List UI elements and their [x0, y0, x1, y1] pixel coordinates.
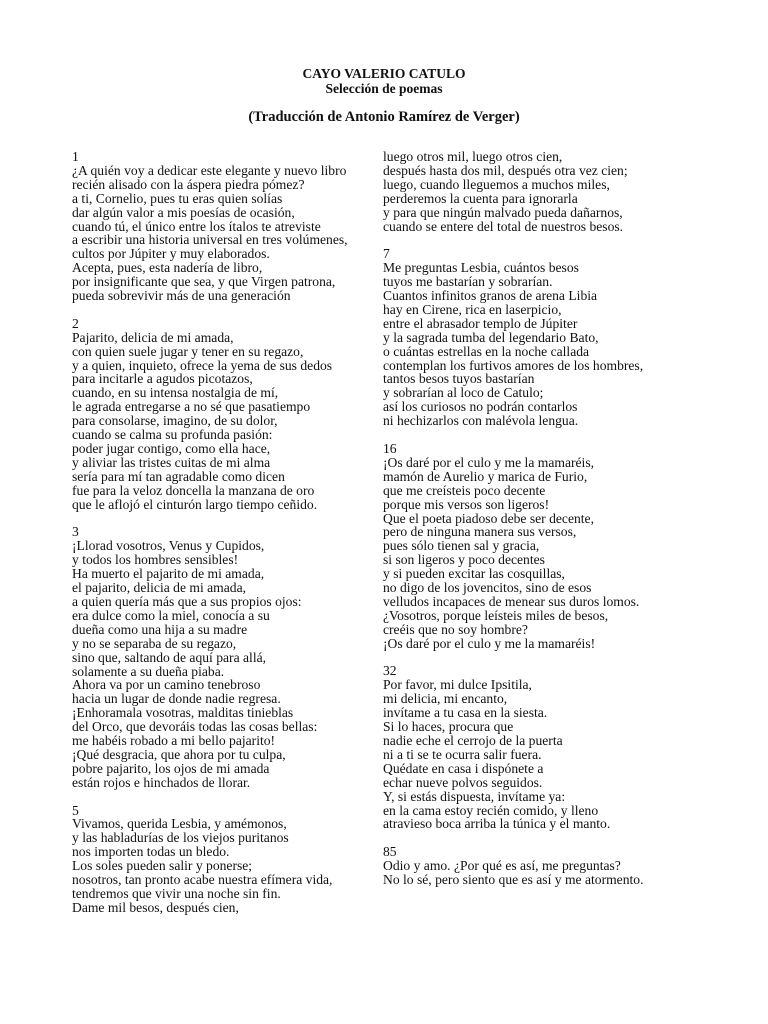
- poem-number: 1: [72, 149, 79, 164]
- poem-line: Quédate en casa i dispónete a: [383, 760, 544, 776]
- poem-line: Cuantos infinitos granos de arena Libia: [383, 288, 598, 304]
- poem-line: poder jugar contigo, como ella hace,: [72, 441, 271, 457]
- poem-line: y sobrarían al loco de Catulo;: [383, 385, 544, 401]
- poem-line: y a quien, inquieto, ofrece la yema de sus dedos: [72, 357, 333, 373]
- poem-number: 85: [383, 844, 397, 860]
- poem-line: y aliviar las tristes cuitas de mi alma: [72, 454, 271, 470]
- poem-line: están rojos e hinchados de llorar.: [72, 774, 251, 790]
- poem-line: Ahora va por un camino tenebroso: [72, 677, 261, 693]
- poem-line: Si lo haces, procura que: [383, 719, 514, 735]
- poem-line: cuando tú, el único entre los ítalos te atreviste: [72, 218, 321, 234]
- poem-continuation: [383, 150, 644, 233]
- poem-line: nos importen todas un bledo.: [72, 844, 230, 860]
- poem-line: o cuántas estrellas en la noche callada: [383, 343, 590, 359]
- poem-line: el pajarito, delicia de mi amada,: [72, 580, 246, 596]
- left-column: [72, 150, 348, 915]
- poem-line: pobre pajarito, los ojos de mi amada: [72, 760, 270, 776]
- poem-line: y todos los hombres sensibles!: [72, 552, 239, 568]
- poem-line: No lo sé, pero siento que es así y me atormento.: [383, 872, 644, 888]
- poem-line: luego, cuando lleguemos a muchos miles,: [383, 176, 610, 192]
- poem-line: nadie eche el cerrojo de la puerta: [383, 733, 563, 749]
- poem-line: cuando, en su intensa nostalgia de mí,: [72, 385, 279, 401]
- document-header: [0, 66, 768, 126]
- poem-line: Odio y amo. ¿Por qué es así, me preguntas?: [383, 858, 621, 874]
- poem-line: para consolarse, imagino, de su dolor,: [72, 413, 278, 429]
- poem-number: 32: [383, 663, 397, 679]
- poem-line: echar nueve polvos seguidos.: [383, 774, 543, 790]
- poem-line: y para que ningún malvado pueda dañarnos,: [383, 204, 623, 220]
- document-subtitle: Selección de poemas: [325, 81, 443, 96]
- poem-line: tantos besos tuyos bastarían: [383, 371, 535, 387]
- poem-line: Acepta, pues, esta nadería de libro,: [72, 260, 263, 276]
- poem-line: pero de ninguna manera sus versos,: [383, 524, 577, 540]
- poem-line: ¡Qué desgracia, que ahora por tu culpa,: [72, 746, 286, 762]
- poem-line: mamón de Aurelio y marica de Furio,: [383, 468, 588, 484]
- poem-7: [383, 247, 644, 428]
- poem-16: [383, 442, 644, 651]
- poem-line: que le aflojó el cinturón largo tiempo ceñido.: [72, 496, 318, 512]
- poem-line: y la sagrada tumba del legendario Bato,: [383, 329, 599, 345]
- poem-line: entre el abrasador templo de Júpiter: [383, 315, 578, 331]
- poem-number: 7: [383, 246, 390, 262]
- poem-line: ¿A quién voy a dedicar este elegante y nuevo libro: [72, 162, 347, 178]
- poem-line: solamente a su dueña piaba.: [72, 663, 225, 679]
- poem-line: hacia un lugar de donde nadie regresa.: [72, 691, 281, 707]
- poem-line: velludos incapaces de menear sus duros lomos.: [383, 593, 640, 609]
- poem-line: Pajarito, delicia de mi amada,: [72, 329, 234, 345]
- poem-line: con quien suele jugar y tener en su regazo,: [72, 343, 304, 359]
- poem-5: [72, 804, 348, 915]
- right-column: [383, 150, 644, 887]
- poem-line: porque mis versos son ligeros!: [383, 496, 550, 512]
- poem-line: Dame mil besos, después cien,: [72, 899, 239, 915]
- poem-line: ni a ti se te ocurra salir fuera.: [383, 746, 542, 762]
- poem-line: por insignificante que sea, y que Virgen patrona,: [72, 274, 336, 290]
- poem-number: 5: [72, 802, 79, 818]
- poem-line: a quien quería más que a sus propios ojos:: [72, 593, 302, 609]
- poem-line: pues sólo tienen sal y gracia,: [383, 538, 540, 554]
- poem-line: ¡Os daré por el culo y me la mamaréis!: [383, 635, 596, 651]
- poem-line: que me creísteis poco decente: [383, 482, 546, 498]
- poem-line: tuyos me bastarían y sobrarían.: [383, 274, 553, 290]
- poem-line: ¡Llorad vosotros, Venus y Cupidos,: [72, 538, 265, 554]
- poem-line: me habéis robado a mi bello pajarito!: [72, 733, 276, 749]
- poem-line: dar algún valor a mis poesías de ocasión,: [72, 204, 295, 220]
- poem-line: después hasta dos mil, después otra vez cien;: [383, 162, 628, 178]
- poem-line: cuando se calma su profunda pasión:: [72, 427, 273, 443]
- poem-line: contemplan los furtivos amores de los hombres,: [383, 357, 644, 373]
- poem-line: nosotros, tan pronto acabe nuestra efímera vida,: [72, 872, 333, 888]
- poem-line: sino que, saltando de aquí para allá,: [72, 649, 267, 665]
- poem-line: así los curiosos no podrán contarlos: [383, 399, 578, 415]
- poem-line: fue para la veloz doncella la manzana de oro: [72, 482, 315, 498]
- poem-line: no digo de los jovencitos, sino de esos: [383, 580, 592, 596]
- poem-line: y las habladurías de los viejos puritanos: [72, 830, 289, 846]
- poem-line: ¡Enhoramala vosotras, malditas tinieblas: [72, 705, 294, 721]
- poem-line: atravieso boca arriba la túnica y el manto.: [383, 816, 611, 832]
- poem-85: [383, 845, 644, 887]
- poem-number: 2: [72, 315, 79, 331]
- poem-number: 16: [383, 441, 397, 456]
- translator-credit: (Traducción de Antonio Ramírez de Verger): [248, 109, 520, 125]
- poem-line: perderemos la cuenta para ignorarla: [383, 190, 578, 206]
- document-title: CAYO VALERIO CATULO: [302, 66, 466, 81]
- poem-line: y no se separaba de su regazo,: [72, 635, 237, 651]
- poem-line: ni hechizarlos con malévola lengua.: [383, 413, 579, 429]
- poem-line: cultos por Júpiter y muy elaborados.: [72, 246, 270, 262]
- poem-line: cuando se entere del total de nuestros besos.: [383, 218, 624, 234]
- poem-line: del Orco, que devoráis todas las cosas bellas:: [72, 719, 318, 735]
- poem-line: tendremos que vivir una noche sin fin.: [72, 885, 281, 901]
- poem-line: le agrada entregarse a no sé que pasatiempo: [72, 399, 311, 415]
- poem-32: [383, 664, 644, 831]
- poem-line: si son ligeros y poco decentes: [383, 552, 545, 568]
- poem-line: luego otros mil, luego otros cien,: [383, 149, 563, 164]
- poem-line: dueña como una hija a su madre: [72, 621, 248, 637]
- poem-1: [72, 150, 348, 303]
- poem-line: invítame a tu casa en la siesta.: [383, 705, 548, 721]
- poem-line: mi delicia, mi encanto,: [383, 691, 508, 707]
- poem-3: [72, 525, 348, 789]
- poem-line: en la cama estoy recién comido, y lleno: [383, 802, 599, 818]
- poem-line: para incitarle a agudos picotazos,: [72, 371, 253, 387]
- poem-line: Ha muerto el pajarito de mi amada,: [72, 566, 265, 582]
- poem-line: Que el poeta piadoso debe ser decente,: [383, 510, 594, 526]
- poem-line: a escribir una historia universal en tres volúmenes,: [72, 232, 348, 248]
- poem-line: sería para mí tan agradable como dicen: [72, 468, 285, 484]
- poem-line: ¡Os daré por el culo y me la mamaréis,: [383, 454, 595, 470]
- poem-2: [72, 317, 348, 512]
- poem-line: Vivamos, querida Lesbia, y amémonos,: [72, 816, 287, 832]
- poem-line: Por favor, mi dulce Ipsitila,: [383, 677, 532, 693]
- poem-line: pueda sobrevivir más de una generación: [72, 288, 291, 304]
- poem-line: Los soles pueden salir y ponerse;: [72, 858, 253, 874]
- poem-line: recién alisado con la áspera piedra pómez?: [72, 176, 305, 192]
- poem-line: hay en Cirene, rica en laserpicio,: [383, 301, 562, 317]
- poem-line: ¿Vosotros, porque leísteis miles de besos,: [383, 607, 609, 623]
- poem-line: creéis que no soy hombre?: [383, 621, 528, 637]
- poem-line: era dulce como la miel, conocía a su: [72, 607, 270, 623]
- poem-line: a ti, Cornelio, pues tu eras quien solías: [72, 190, 283, 206]
- poem-line: Me preguntas Lesbia, cuántos besos: [383, 260, 579, 276]
- poem-line: Y, si estás dispuesta, invítame ya:: [383, 788, 566, 804]
- poem-number: 3: [72, 524, 79, 540]
- poem-line: y si pueden excitar las cosquillas,: [383, 566, 565, 582]
